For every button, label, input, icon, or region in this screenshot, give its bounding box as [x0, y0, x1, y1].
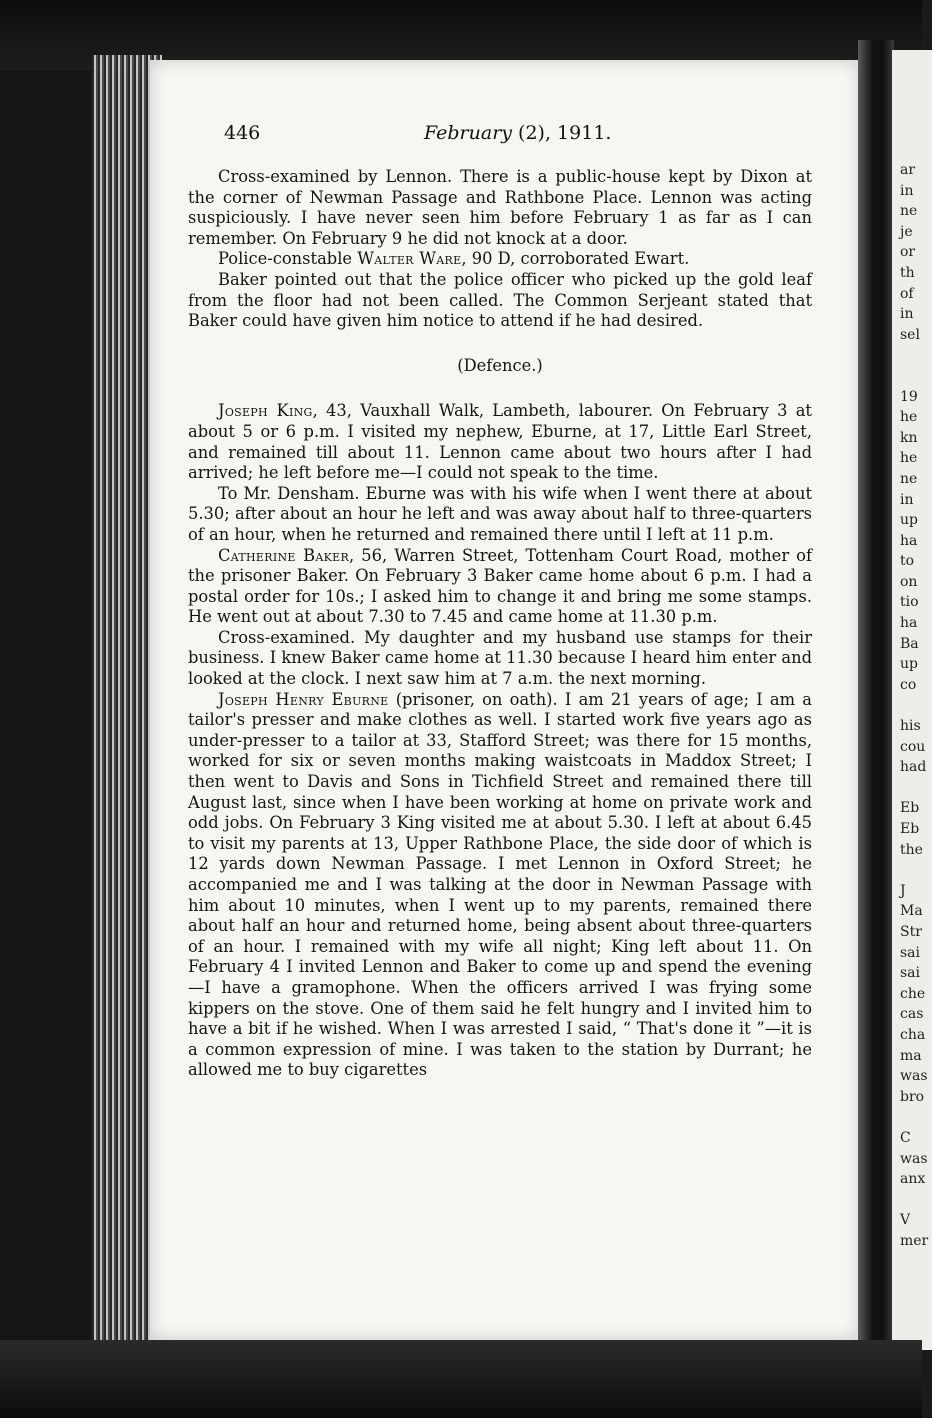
- running-head-month: February: [424, 122, 513, 144]
- running-head-title: [424, 122, 611, 144]
- running-head: [224, 122, 824, 152]
- facing-page-fragment: [900, 1190, 930, 1211]
- facing-page-fragment: of: [900, 285, 914, 302]
- section-heading-defence: (Defence.): [457, 355, 543, 375]
- page-body-text: [188, 167, 812, 1081]
- facing-page-fragment: [900, 695, 930, 716]
- facing-page-fragment: Ma: [900, 903, 923, 920]
- facing-page-fragment: bro: [900, 1088, 925, 1105]
- facing-page-fragment: his: [900, 718, 921, 735]
- facing-page-fragment: the: [900, 841, 923, 858]
- ware-suffix: , 90 D, corroborated Ewart.: [461, 249, 690, 269]
- facing-page-fragment: sai: [900, 944, 921, 961]
- scan-bottom-border: [0, 1340, 922, 1418]
- facing-page-fragment: was: [900, 1150, 928, 1167]
- facing-page-fragment: he: [900, 450, 918, 467]
- facing-page-fragment: ne: [900, 203, 918, 220]
- facing-page-fragment: [900, 860, 930, 881]
- facing-page-fragment: 19: [900, 388, 918, 405]
- paragraph-cross-examined-baker: Cross-examined. My daughter and my husband use stamps for their business. I knew Baker came home at 11.30 because I heard him enter and looked at the clock. I next saw him at 7 a.m. the next morning.: [188, 627, 812, 689]
- facing-page-fragment: [900, 778, 930, 799]
- facing-page-fragment: on: [900, 573, 918, 590]
- facing-page-fragment: C: [900, 1129, 911, 1146]
- book-gutter: [858, 40, 894, 1380]
- facing-page-fragment: [900, 366, 930, 387]
- facing-page-fragment: up: [900, 656, 918, 673]
- paragraph-cross-examined-lennon: Cross-examined by Lennon. There is a public-house kept by Dixon at the corner of Newman Passage and Rathbone Place. Lennon was acting suspiciously. I have never seen him before February 1 as far as I can remember. On February 9 he did not knock at a door.: [188, 167, 812, 248]
- facing-page-text-fragments: [900, 160, 930, 1251]
- ware-prefix: Police-constable: [218, 249, 358, 269]
- witness-name-king: Joseph King: [218, 401, 313, 421]
- paragraph-baker-gold-leaf: Baker pointed out that the police officer who picked up the gold leaf from the floor had not been called. The Common Serjeant stated that Baker could have given him notice to attend if he had desired.: [188, 269, 812, 331]
- facing-page-fragment: ha: [900, 532, 918, 549]
- facing-page-fragment: sel: [900, 326, 920, 343]
- facing-page-fragment: sai: [900, 965, 921, 982]
- facing-page-fragment: up: [900, 512, 918, 529]
- facing-page-fragment: Str: [900, 923, 922, 940]
- catherine-baker-testimony: , 56, Warren Street, Tottenham Court Road, mother of the prisoner Baker. On February 3 Baker came home about 6 p.m. I had a postal order for 10s.; I asked him to change it and bring me some stamps. He went out at about 7.30 to 7.45 and came home at 11.30 p.m.: [188, 545, 812, 627]
- running-head-date: (2), 1911.: [512, 122, 612, 144]
- facing-page-fragment: th: [900, 264, 915, 281]
- facing-page-fragment: Ba: [900, 635, 919, 652]
- facing-page-fragment: cou: [900, 738, 926, 755]
- facing-page-fragment: J: [900, 882, 906, 899]
- facing-page-fragment: ha: [900, 615, 918, 632]
- paragraph-catherine-baker: [188, 546, 812, 628]
- facing-page-fragment: ne: [900, 470, 918, 487]
- facing-page-fragment: or: [900, 244, 916, 261]
- witness-name-catherine-baker: Catherine Baker: [218, 545, 350, 565]
- page-number: 446: [224, 122, 261, 144]
- facing-page-fragment: Eb: [900, 800, 920, 817]
- paragraph-joseph-king: [188, 401, 812, 483]
- facing-page-fragment: V: [900, 1212, 911, 1229]
- facing-page-fragment: je: [900, 223, 913, 240]
- facing-page-fragment: anx: [900, 1171, 926, 1188]
- facing-page-fragment: was: [900, 1068, 928, 1085]
- facing-page-fragment: ma: [900, 1047, 922, 1064]
- facing-page-fragment: had: [900, 759, 927, 776]
- facing-page-fragment: tio: [900, 594, 919, 611]
- eburne-testimony: (prisoner, on oath). I am 21 years of age; I am a tailor's presser and make clothes as well. I started work five years ago as under-presser to a tailor at 33, Stafford Street; was there for 15 months, worked for six or seven months making waistcoats in Maddox Street; I then went to Davis and Sons in Tichfield Street and remained there till August last, since when I have been working at home on private work and odd jobs. On February 3 King visited me at about 5.30. I left at about 6.45 to visit my parents at 13, Upper Rathbone Place, the side door of which is 12 yards down Newman Passage. I met Lennon in Oxford Street; he accompanied me and I was talking at the door in Newman Passage with him about 10 minutes, when I went up to my parents, remained there about half an hour and returned home, being absent about three-quarters of an hour. I remained with my wife all night; King left about 11. On February 4 I invited Lennon and Baker to come up and spend the evening—I have a gramophone. When the officers arrived I was frying some kippers on the stove. One of them said he felt hungry and I invited him to have a bit if he wished. When I was arrested I said, “ That's done it ”—it is a common expression of mine. I was taken to the station by Durrant; he allowed me to buy cigarettes: [188, 689, 812, 1080]
- facing-page-fragment: he: [900, 409, 918, 426]
- facing-page-fragment: to: [900, 553, 915, 570]
- facing-page-fragment: mer: [900, 1232, 929, 1249]
- facing-page-fragment: cha: [900, 1026, 926, 1043]
- facing-page-fragment: cas: [900, 1006, 924, 1023]
- paragraph-to-densham: To Mr. Densham. Eburne was with his wife when I went there at about 5.30; after about an hour he left and was away about half to three-quarters of an hour, when he returned and remained there until I left at 11 p.m.: [188, 483, 812, 544]
- facing-page-fragment: in: [900, 182, 914, 199]
- facing-page-fragment: kn: [900, 429, 918, 446]
- facing-page-fragment: ar: [900, 162, 916, 178]
- facing-page-fragment: Eb: [900, 821, 920, 837]
- witness-name-ware: Walter Ware: [357, 249, 462, 269]
- king-testimony: , 43, Vauxhall Walk, Lambeth, labourer. On February 3 at about 5 or 6 p.m. I visited my nephew, Eburne, at 17, Little Earl Street, and remained till about 11. Lennon came about two hours after I had arrived; he left before me—I could not speak to the time.: [188, 401, 812, 483]
- facing-page-fragment: in: [900, 491, 914, 508]
- facing-page-fragment: in: [900, 306, 914, 323]
- facing-page-fragment: [900, 1107, 930, 1128]
- paragraph-ware-corroboration: [188, 249, 812, 270]
- facing-page-fragment: che: [900, 985, 926, 1002]
- witness-name-eburne: Joseph Henry Eburne: [218, 689, 389, 709]
- facing-page-fragment: [900, 345, 930, 366]
- facing-page-fragment: co: [900, 676, 917, 693]
- paragraph-joseph-henry-eburne: [188, 690, 812, 1081]
